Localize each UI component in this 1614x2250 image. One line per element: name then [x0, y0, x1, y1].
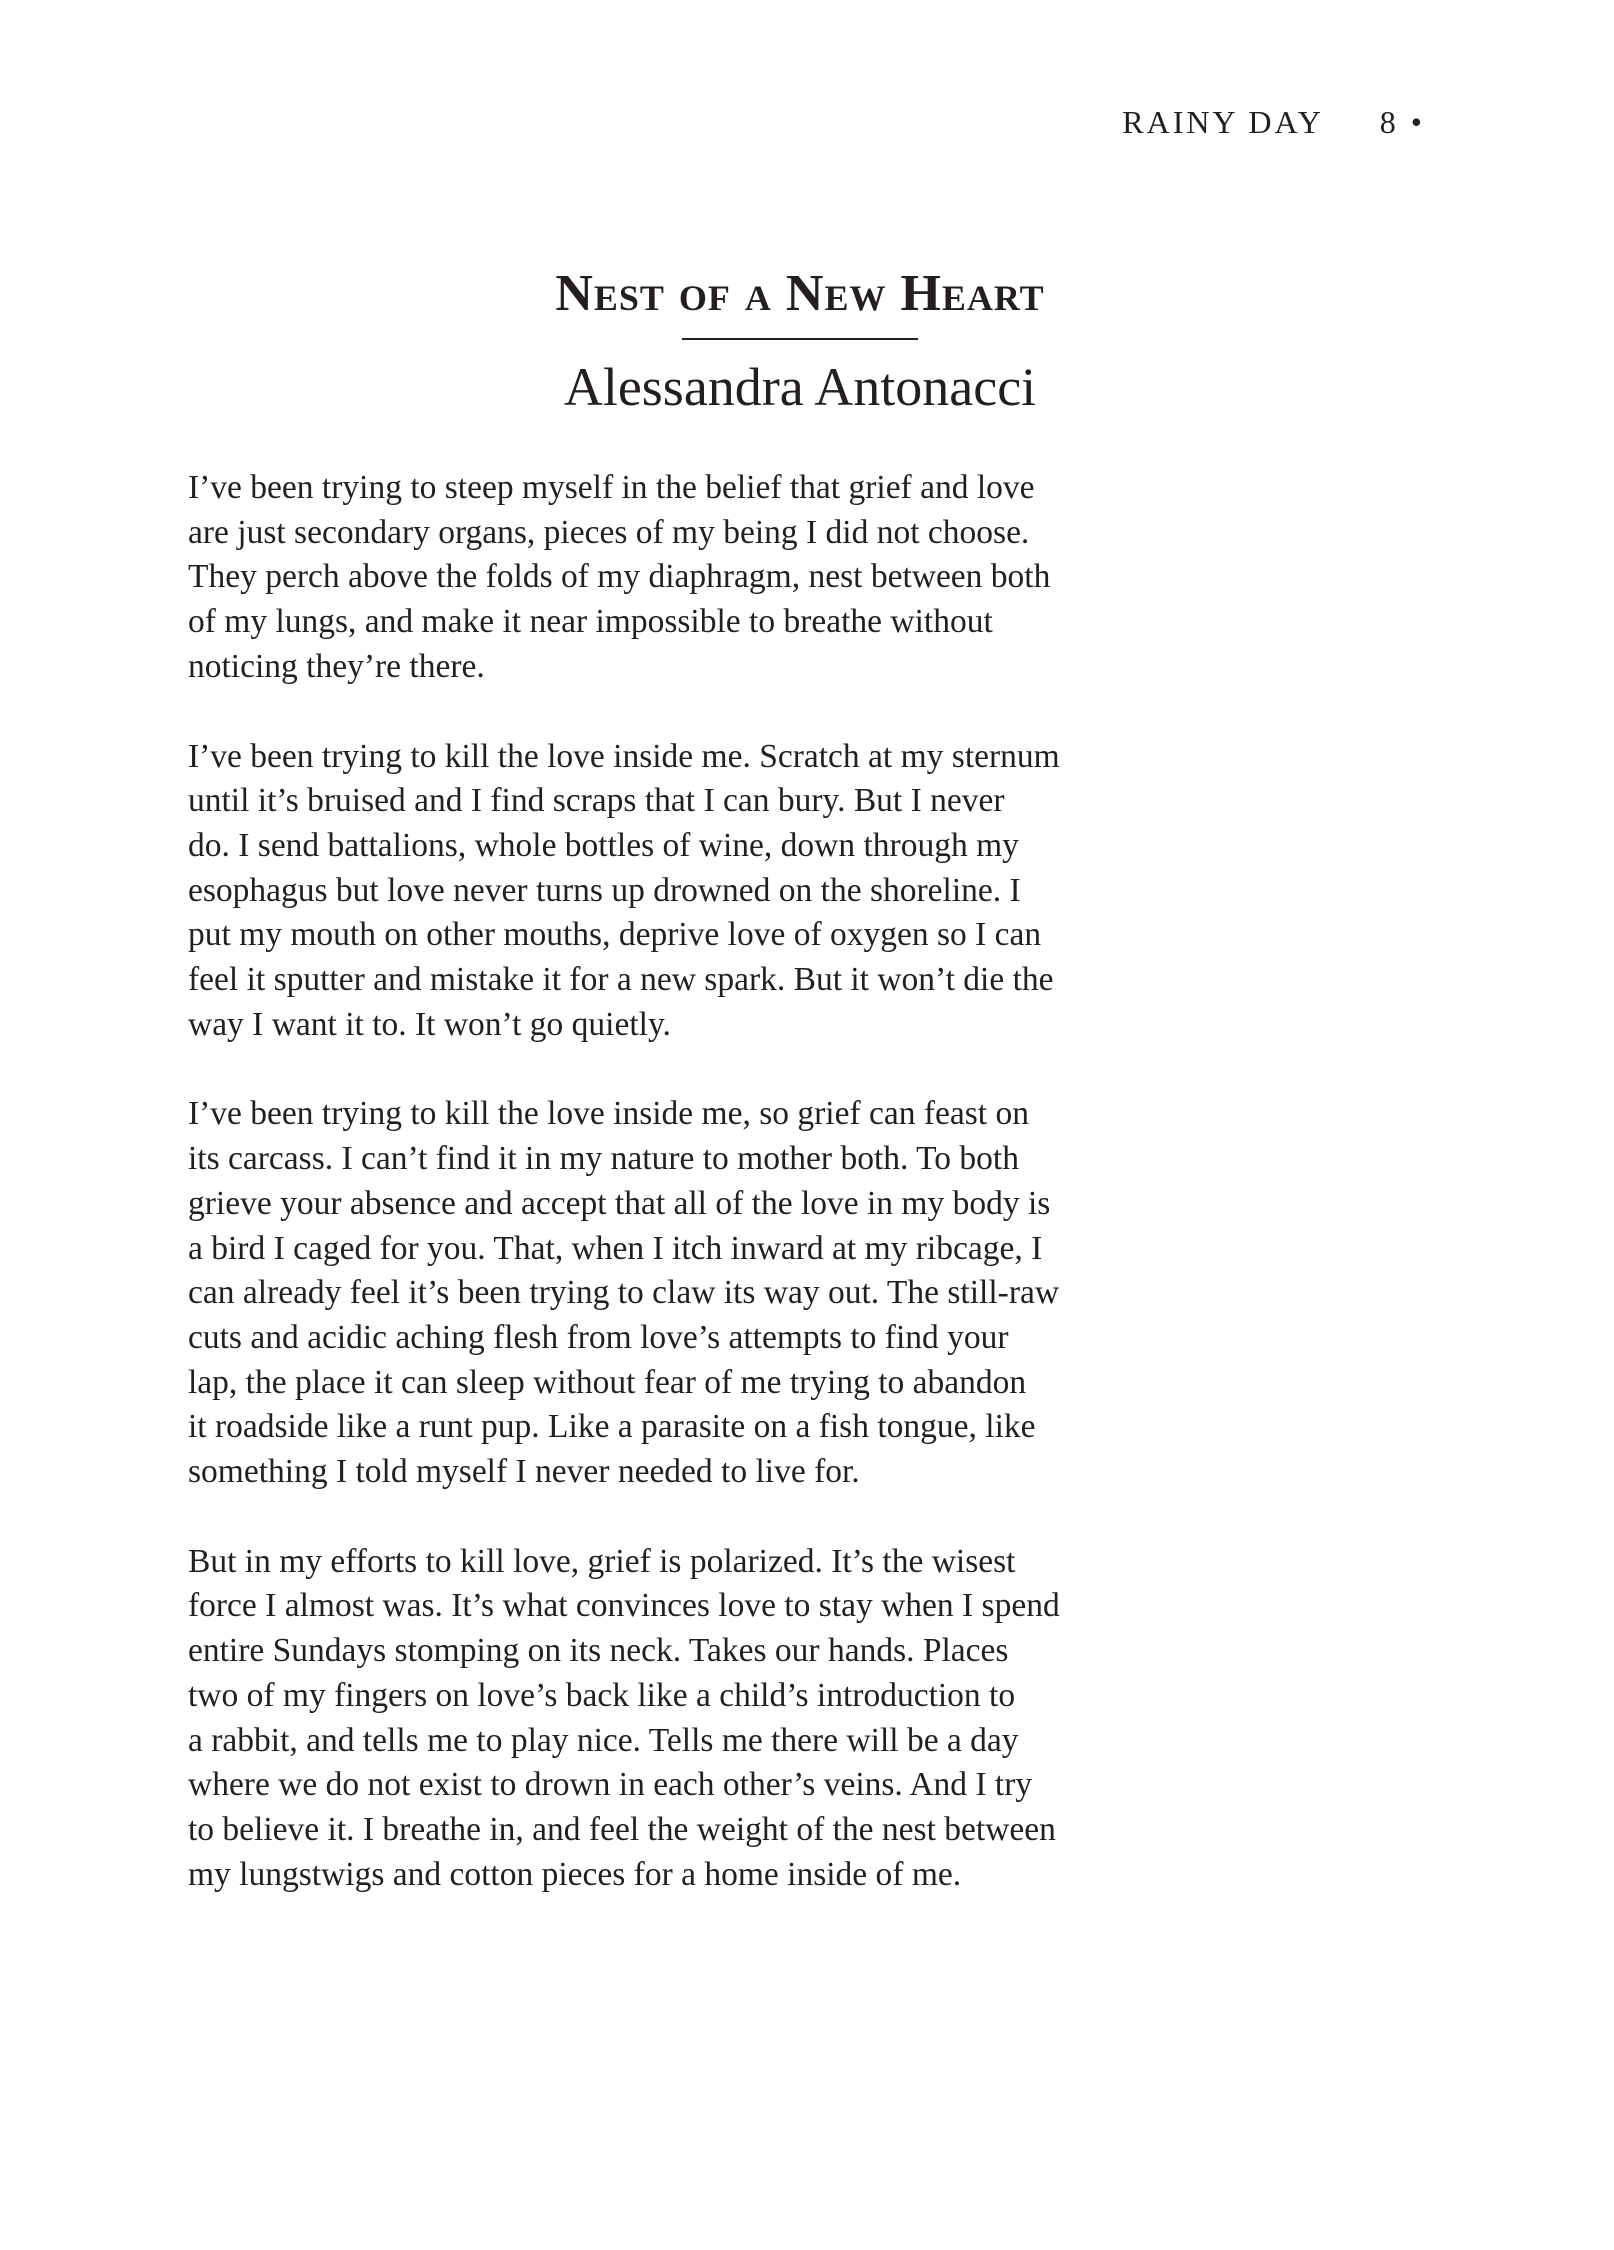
- stanza-4: [188, 1540, 1148, 1898]
- poem-line: way I want it to. It won’t go quietly.: [188, 1005, 671, 1043]
- poem-line: They perch above the folds of my diaphragm, nest between both: [188, 558, 1051, 596]
- poem-line: where we do not exist to drown in each other’s veins. And I try: [188, 1766, 1033, 1804]
- section-title: RAINY DAY: [1122, 104, 1324, 140]
- page-number: 8: [1379, 104, 1399, 140]
- poem-line: put my mouth on other mouths, deprive love of oxygen so I can: [188, 916, 1042, 954]
- poem-line: do. I send battalions, whole bottles of wine, down through my: [188, 826, 1019, 864]
- poem-line: two of my fingers on love’s back like a child’s introduction to: [188, 1676, 1016, 1714]
- poem-line: my lungstwigs and cotton pieces for a home inside of me.: [188, 1855, 962, 1893]
- poem-line: lap, the place it can sleep without fear of me trying to abandon: [188, 1363, 1027, 1401]
- poem-line: a rabbit, and tells me to play nice. Tells me there will be a day: [188, 1721, 1019, 1759]
- author-name: Alessandra Antonacci: [563, 357, 1037, 417]
- stanza-2: [188, 735, 1148, 1048]
- stanza-1: [188, 466, 1148, 690]
- poem-line: entire Sundays stomping on its neck. Takes our hands. Places: [188, 1632, 1009, 1670]
- poem-line: something I told myself I never needed to live for.: [188, 1453, 860, 1491]
- poem-line: cuts and acidic aching flesh from love’s attempts to find your: [188, 1318, 1009, 1356]
- poem-line: I’ve been trying to steep myself in the belief that grief and love: [188, 469, 1035, 506]
- poem-line: its carcass. I can’t find it in my nature to mother both. To both: [188, 1140, 1019, 1178]
- poem-line: it roadside like a runt pup. Like a parasite on a fish tongue, like: [188, 1408, 1036, 1446]
- poem-line: But in my efforts to kill love, grief is polarized. It’s the wisest: [188, 1542, 1016, 1580]
- stanza-3: [188, 1092, 1148, 1494]
- running-header: [1122, 102, 1422, 142]
- poem-line: esophagus but love never turns up drowned on the shoreline. I: [188, 871, 1021, 909]
- poem-line: I’ve been trying to kill the love inside me, so grief can feast on: [188, 1095, 1029, 1133]
- poem-line: feel it sputter and mistake it for a new spark. But it won’t die the: [188, 961, 1054, 999]
- poem-title: Nest of a New Heart: [555, 265, 1045, 322]
- title-divider: [682, 338, 918, 340]
- title-block: [386, 262, 1214, 422]
- poem-body: [188, 466, 1148, 1942]
- poem-line: a bird I caged for you. That, when I itch inward at my ribcage, I: [188, 1229, 1043, 1267]
- header-bullet: •: [1410, 104, 1422, 140]
- poem-line: grieve your absence and accept that all of the love in my body is: [188, 1184, 1051, 1222]
- poem-line: of my lungs, and make it near impossible to breathe without: [188, 603, 993, 641]
- poem-line: are just secondary organs, pieces of my being I did not choose.: [188, 513, 1030, 551]
- poem-line: noticing they’re there.: [188, 647, 485, 685]
- poem-line: force I almost was. It’s what convinces love to stay when I spend: [188, 1587, 1060, 1625]
- poem-line: to believe it. I breathe in, and feel the weight of the nest between: [188, 1810, 1056, 1848]
- poem-line: I’ve been trying to kill the love inside me. Scratch at my sternum: [188, 737, 1060, 775]
- poem-line: can already feel it’s been trying to claw its way out. The still-raw: [188, 1274, 1060, 1312]
- poem-line: until it’s bruised and I find scraps that I can bury. But I never: [188, 782, 1005, 820]
